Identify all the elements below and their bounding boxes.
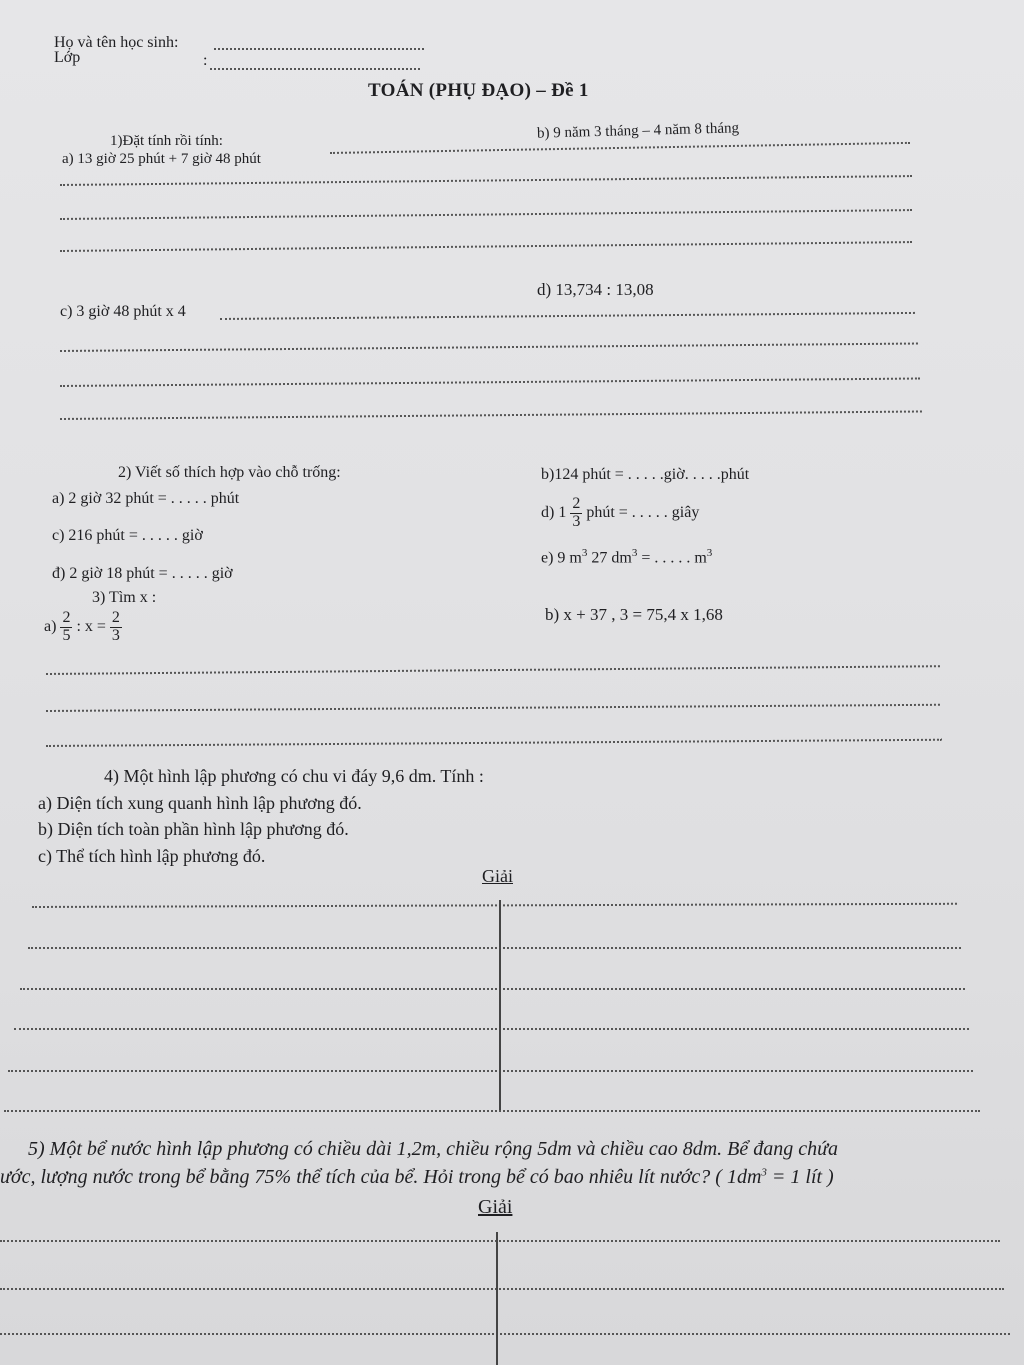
answer-line xyxy=(32,903,957,908)
answer-line xyxy=(0,1333,1010,1335)
answer-line xyxy=(20,988,965,990)
q2-b: b)124 phút = . . . . .giờ. . . . .phút xyxy=(541,466,750,483)
page-title: TOÁN (PHỤ ĐẠO) – Đề 1 xyxy=(368,80,589,101)
q4-solution-label: Giải xyxy=(482,866,513,886)
q2-heading: 2) Viết số thích hợp vào chỗ trống: xyxy=(118,464,341,481)
q4-a: a) Diện tích xung quanh hình lập phương đó. xyxy=(38,793,362,813)
answer-line xyxy=(0,1240,1000,1242)
column-divider xyxy=(499,900,501,1110)
answer-line xyxy=(8,1070,973,1072)
answer-line xyxy=(60,343,918,352)
q2-dd: đ) 2 giờ 18 phút = . . . . . giờ xyxy=(52,565,233,582)
answer-line xyxy=(60,410,922,420)
superscript: 3 xyxy=(631,547,638,559)
q2-d-suffix: phút = . . . . . giây xyxy=(586,503,700,521)
student-name-line xyxy=(214,48,424,50)
answer-line xyxy=(46,704,940,712)
q2-e-suffix: = . . . . . m xyxy=(637,549,707,567)
q1-heading: 1)Đặt tính rồi tính: xyxy=(110,133,223,149)
answer-line xyxy=(330,142,910,154)
class-colon: : xyxy=(203,52,208,69)
q3-a-mid: : x = xyxy=(76,617,106,635)
answer-line xyxy=(0,1288,1004,1290)
answer-line xyxy=(14,1028,969,1030)
class-label: Lớp xyxy=(54,49,81,66)
q3-heading: 3) Tìm x : xyxy=(92,589,157,606)
fraction xyxy=(570,496,582,531)
numerator: 2 xyxy=(111,609,120,626)
answer-line xyxy=(46,739,942,747)
superscript: 3 xyxy=(706,547,713,559)
denominator: 5 xyxy=(62,626,71,644)
superscript: 3 xyxy=(581,547,588,559)
q3-b: b) x + 37 , 3 = 75,4 x 1,68 xyxy=(545,605,723,624)
answer-line xyxy=(46,665,940,675)
numerator: 2 xyxy=(62,609,71,626)
q5-solution-label: Giải xyxy=(478,1196,513,1218)
q5-line2 xyxy=(0,1166,834,1189)
q4-heading: 4) Một hình lập phương có chu vi đáy 9,6 dm. Tính : xyxy=(104,766,484,786)
answer-line xyxy=(60,241,912,252)
fraction xyxy=(60,610,72,645)
numerator: 2 xyxy=(572,495,581,512)
q4-c: c) Thể tích hình lập phương đó. xyxy=(38,846,266,866)
answer-line xyxy=(60,209,912,220)
q4-b: b) Diện tích toàn phần hình lập phương đó. xyxy=(38,819,349,839)
q2-e-mid: 27 dm xyxy=(587,549,632,567)
q2-e-prefix: e) 9 m xyxy=(541,549,582,567)
q2-a: a) 2 giờ 32 phút = . . . . . phút xyxy=(52,490,240,507)
q1-c: c) 3 giờ 48 phút x 4 xyxy=(60,303,186,320)
q3-a xyxy=(44,610,126,645)
superscript: 3 xyxy=(761,1166,767,1179)
student-name-label: Họ và tên học sinh: xyxy=(54,34,179,51)
answer-line xyxy=(60,377,920,387)
q2-d-prefix: d) 1 xyxy=(541,503,567,521)
denominator: 3 xyxy=(111,626,120,644)
answer-line xyxy=(4,1110,980,1112)
q2-d xyxy=(541,496,699,531)
denominator: 3 xyxy=(572,512,581,530)
q5-line2-a: ước, lượng nước trong bể bằng 75% thể tích của bể. Hỏi trong bể có bao nhiêu lít nước? ( 1dm xyxy=(0,1166,762,1188)
q1-b: b) 9 năm 3 tháng – 4 năm 8 tháng xyxy=(536,120,740,142)
q2-e xyxy=(541,547,712,568)
answer-line xyxy=(220,312,915,320)
class-line xyxy=(210,68,420,70)
answer-line xyxy=(60,175,912,186)
answer-line xyxy=(28,947,961,949)
q5-line1: 5) Một bể nước hình lập phương có chiều dài 1,2m, chiều rộng 5dm và chiều cao 8dm. Bể đang chứa xyxy=(28,1138,839,1160)
column-divider xyxy=(496,1232,498,1365)
q5-line2-b: = 1 lít ) xyxy=(766,1166,834,1188)
q1-a: a) 13 giờ 25 phút + 7 giờ 48 phút xyxy=(62,151,261,167)
q1-d: d) 13,734 : 13,08 xyxy=(537,280,654,299)
q2-c: c) 216 phút = . . . . . giờ xyxy=(52,527,203,544)
fraction xyxy=(110,610,122,645)
q3-a-label: a) xyxy=(44,617,57,635)
